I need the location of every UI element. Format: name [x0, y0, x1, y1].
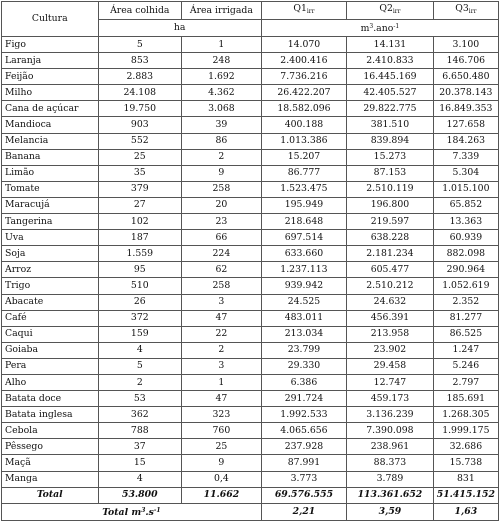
cell-area-irrigada: 1.692 [182, 69, 262, 85]
cell-q2: 87.153 [347, 165, 434, 181]
cell-area-colhida: 5 [98, 37, 182, 53]
cell-cultura: Batata inglesa [2, 407, 99, 423]
cell-q2: 42.405.527 [347, 85, 434, 101]
cell-q2: 605.477 [347, 262, 434, 278]
table-row [2, 471, 499, 487]
total-label: Total [2, 487, 99, 503]
cell-area-irrigada: 66 [182, 230, 262, 246]
table-row [2, 181, 499, 197]
table-row [2, 165, 499, 181]
cell-q3: 185.691 [433, 391, 498, 407]
cell-area-irrigada: 25 [182, 439, 262, 455]
cell-area-colhida: 53 [98, 391, 182, 407]
cell-area-colhida: 362 [98, 407, 182, 423]
header-area-irrigada: Área irrigada [182, 2, 262, 20]
table-row [2, 37, 499, 53]
cell-q2: 219.597 [347, 214, 434, 230]
cell-cultura: Alho [2, 374, 99, 390]
cell-q1: 6.386 [261, 374, 346, 390]
cell-area-colhida: 24.108 [98, 85, 182, 101]
cell-cultura: Mandioca [2, 117, 99, 133]
header-q1-sub: irr [306, 8, 315, 15]
cell-area-colhida: 19.750 [98, 101, 182, 117]
cell-area-irrigada: 9 [182, 165, 262, 181]
cell-q2: 2.181.234 [347, 246, 434, 262]
table-row [2, 246, 499, 262]
crop-irrigation-table [1, 1, 499, 521]
cell-area-irrigada: 224 [182, 246, 262, 262]
cell-q2: 29.822.775 [347, 101, 434, 117]
cell-q2: 459.173 [347, 391, 434, 407]
cell-area-irrigada: 22 [182, 326, 262, 342]
cell-area-colhida: 510 [98, 278, 182, 294]
cell-area-colhida: 25 [98, 149, 182, 165]
cell-area-irrigada: 9 [182, 455, 262, 471]
cell-q1: 697.514 [261, 230, 346, 246]
cell-area-colhida: 853 [98, 53, 182, 69]
cell-q3: 13.363 [433, 214, 498, 230]
table-row [2, 69, 499, 85]
cell-q1: 26.422.207 [261, 85, 346, 101]
cell-area-irrigada: 248 [182, 53, 262, 69]
cell-area-colhida: 37 [98, 439, 182, 455]
cell-area-irrigada: 47 [182, 310, 262, 326]
cell-cultura: Café [2, 310, 99, 326]
cell-q2: 7.390.098 [347, 423, 434, 439]
cell-area-colhida: 15 [98, 455, 182, 471]
cell-area-colhida: 95 [98, 262, 182, 278]
cell-area-irrigada: 1 [182, 37, 262, 53]
cell-area-colhida: 552 [98, 133, 182, 149]
cell-q3: 15.738 [433, 455, 498, 471]
cell-area-irrigada: 3 [182, 294, 262, 310]
cell-q3: 146.706 [433, 53, 498, 69]
cell-q1: 3.773 [261, 471, 346, 487]
cell-area-colhida: 2 [98, 374, 182, 390]
cell-q3: 882.098 [433, 246, 498, 262]
table-row [2, 214, 499, 230]
cell-q1: 483.011 [261, 310, 346, 326]
cell-q3: 81.277 [433, 310, 498, 326]
table-row [2, 407, 499, 423]
cell-q3: 60.939 [433, 230, 498, 246]
cell-q2: 196.800 [347, 197, 434, 213]
cell-area-irrigada: 62 [182, 262, 262, 278]
cell-q3: 6.650.480 [433, 69, 498, 85]
table-row [2, 342, 499, 358]
table-row [2, 230, 499, 246]
cell-cultura: Pera [2, 358, 99, 374]
cell-cultura: Trigo [2, 278, 99, 294]
total-q1: 69.576.555 [261, 487, 346, 503]
cell-q1: 18.582.096 [261, 101, 346, 117]
cell-q3: 86.525 [433, 326, 498, 342]
cell-area-irrigada: 258 [182, 181, 262, 197]
total-colhida: 53.800 [98, 487, 182, 503]
cell-cultura: Cebola [2, 423, 99, 439]
cell-cultura: Pêssego [2, 439, 99, 455]
cell-q1: 1.013.386 [261, 133, 346, 149]
cell-q3: 3.100 [433, 37, 498, 53]
cell-area-colhida: 788 [98, 423, 182, 439]
cell-q1: 1.523.475 [261, 181, 346, 197]
table-row [2, 310, 499, 326]
table-row [2, 294, 499, 310]
cell-q1: 2.400.416 [261, 53, 346, 69]
table-row [2, 101, 499, 117]
cell-area-irrigada: 0,4 [182, 471, 262, 487]
table-row [2, 439, 499, 455]
cell-q3: 65.852 [433, 197, 498, 213]
total-m3s-row [2, 503, 499, 520]
header-row [2, 2, 499, 20]
cell-q2: 16.445.169 [347, 69, 434, 85]
cell-cultura: Goiaba [2, 342, 99, 358]
header-q1 [261, 2, 346, 20]
cell-area-irrigada: 3 [182, 358, 262, 374]
cell-area-irrigada: 39 [182, 117, 262, 133]
cell-q2: 24.632 [347, 294, 434, 310]
table-row [2, 133, 499, 149]
cell-q2: 839.894 [347, 133, 434, 149]
cell-area-irrigada: 47 [182, 391, 262, 407]
cell-q3: 20.378.143 [433, 85, 498, 101]
cell-cultura: Tangerina [2, 214, 99, 230]
cell-q3: 127.658 [433, 117, 498, 133]
header-q3 [433, 2, 498, 20]
cell-q2: 2.510.119 [347, 181, 434, 197]
cell-q1: 87.991 [261, 455, 346, 471]
total-m3s-label: Total $m^3.s^{-1}$ [2, 503, 262, 520]
cell-cultura: Figo [2, 37, 99, 53]
total-m3s-q2: 3,59 [347, 503, 434, 520]
cell-area-colhida: 5 [98, 358, 182, 374]
cell-cultura: Feijão [2, 69, 99, 85]
cell-q3: 1.052.619 [433, 278, 498, 294]
cell-area-colhida: 27 [98, 197, 182, 213]
cell-cultura: Batata doce [2, 391, 99, 407]
cell-q2: 14.131 [347, 37, 434, 53]
cell-area-irrigada: 2 [182, 342, 262, 358]
cell-area-irrigada: 323 [182, 407, 262, 423]
total-q3: 51.415.152 [433, 487, 498, 503]
cell-q3: 1.015.100 [433, 181, 498, 197]
cell-q3: 1.247 [433, 342, 498, 358]
table-row [2, 326, 499, 342]
cell-cultura: Maracujá [2, 197, 99, 213]
table-row [2, 53, 499, 69]
cell-area-colhida: 159 [98, 326, 182, 342]
cell-q1: 939.942 [261, 278, 346, 294]
cell-q1: 291.724 [261, 391, 346, 407]
table-row [2, 391, 499, 407]
header-area-colhida: Área colhida [98, 2, 182, 20]
unit-volume: $m^3.ano^{-1}$ [261, 20, 498, 37]
cell-area-colhida: 26 [98, 294, 182, 310]
cell-cultura: Maçã [2, 455, 99, 471]
total-m3s-q1: 2,21 [261, 503, 346, 520]
cell-q3: 1.999.175 [433, 423, 498, 439]
cell-q3: 1.268.305 [433, 407, 498, 423]
cell-area-colhida: 1.559 [98, 246, 182, 262]
cell-q1: 1.992.533 [261, 407, 346, 423]
cell-area-irrigada: 4.362 [182, 85, 262, 101]
total-q2: 113.361.652 [347, 487, 434, 503]
cell-q1: 14.070 [261, 37, 346, 53]
table-row [2, 85, 499, 101]
cell-q2: 456.391 [347, 310, 434, 326]
cell-q3: 16.849.353 [433, 101, 498, 117]
cell-q3: 32.686 [433, 439, 498, 455]
cell-q2: 238.961 [347, 439, 434, 455]
cell-q3: 831 [433, 471, 498, 487]
cell-area-colhida: 102 [98, 214, 182, 230]
table-row [2, 374, 499, 390]
table-row [2, 197, 499, 213]
cell-q1: 29.330 [261, 358, 346, 374]
table-container [1, 1, 499, 521]
cell-cultura: Abacate [2, 294, 99, 310]
cell-area-colhida: 372 [98, 310, 182, 326]
header-q1-label: Q1 [293, 3, 307, 14]
cell-cultura: Melancia [2, 133, 99, 149]
cell-area-irrigada: 3.068 [182, 101, 262, 117]
cell-cultura: Soja [2, 246, 99, 262]
cell-q2: 213.958 [347, 326, 434, 342]
cell-q2: 15.273 [347, 149, 434, 165]
cell-q3: 5.246 [433, 358, 498, 374]
cell-q2: 638.228 [347, 230, 434, 246]
table-body [2, 37, 499, 488]
cell-q1: 213.034 [261, 326, 346, 342]
cell-q1: 1.237.113 [261, 262, 346, 278]
cell-area-irrigada: 1 [182, 374, 262, 390]
cell-area-irrigada: 86 [182, 133, 262, 149]
cell-cultura: Limão [2, 165, 99, 181]
cell-q3: 2.797 [433, 374, 498, 390]
table-row [2, 262, 499, 278]
cell-cultura: Laranja [2, 53, 99, 69]
cell-q3: 290.964 [433, 262, 498, 278]
cell-area-irrigada: 760 [182, 423, 262, 439]
cell-q1: 7.736.216 [261, 69, 346, 85]
header-q2-label: Q2 [379, 3, 393, 14]
table-row [2, 149, 499, 165]
cell-area-irrigada: 258 [182, 278, 262, 294]
cell-q2: 381.510 [347, 117, 434, 133]
cell-q2: 3.789 [347, 471, 434, 487]
cell-q2: 29.458 [347, 358, 434, 374]
cell-q1: 218.648 [261, 214, 346, 230]
cell-q2: 2.410.833 [347, 53, 434, 69]
cell-cultura: Cana de açúcar [2, 101, 99, 117]
cell-q3: 7.339 [433, 149, 498, 165]
cell-q1: 24.525 [261, 294, 346, 310]
cell-q3: 2.352 [433, 294, 498, 310]
cell-area-colhida: 379 [98, 181, 182, 197]
cell-area-colhida: 903 [98, 117, 182, 133]
cell-q1: 4.065.656 [261, 423, 346, 439]
total-row [2, 487, 499, 503]
cell-q1: 400.188 [261, 117, 346, 133]
cell-q2: 3.136.239 [347, 407, 434, 423]
table-row [2, 117, 499, 133]
total-m3s-q3: 1,63 [433, 503, 498, 520]
cell-area-irrigada: 20 [182, 197, 262, 213]
cell-area-colhida: 35 [98, 165, 182, 181]
cell-q2: 2.510.212 [347, 278, 434, 294]
table-row [2, 278, 499, 294]
cell-area-irrigada: 23 [182, 214, 262, 230]
cell-q2: 88.373 [347, 455, 434, 471]
cell-q1: 23.799 [261, 342, 346, 358]
header-cultura: Cultura [2, 2, 99, 37]
cell-cultura: Caqui [2, 326, 99, 342]
cell-area-irrigada: 2 [182, 149, 262, 165]
header-q3-sub: irr [468, 8, 477, 15]
header-q2-sub: irr [392, 8, 401, 15]
cell-area-colhida: 2.883 [98, 69, 182, 85]
cell-cultura: Arroz [2, 262, 99, 278]
cell-cultura: Manga [2, 471, 99, 487]
table-row [2, 455, 499, 471]
cell-area-colhida: 4 [98, 342, 182, 358]
cell-q1: 195.949 [261, 197, 346, 213]
cell-q1: 237.928 [261, 439, 346, 455]
cell-area-colhida: 4 [98, 471, 182, 487]
cell-cultura: Tomate [2, 181, 99, 197]
cell-q2: 12.747 [347, 374, 434, 390]
cell-cultura: Uva [2, 230, 99, 246]
table-row [2, 423, 499, 439]
cell-cultura: Banana [2, 149, 99, 165]
cell-q3: 184.263 [433, 133, 498, 149]
header-q2 [347, 2, 434, 20]
table-row [2, 358, 499, 374]
cell-q1: 633.660 [261, 246, 346, 262]
cell-q2: 23.902 [347, 342, 434, 358]
cell-q1: 15.207 [261, 149, 346, 165]
cell-q3: 5.304 [433, 165, 498, 181]
header-q3-label: Q3 [455, 3, 469, 14]
cell-area-colhida: 187 [98, 230, 182, 246]
total-irrigada: 11.662 [182, 487, 262, 503]
cell-cultura: Milho [2, 85, 99, 101]
unit-area: ha [98, 20, 261, 37]
cell-q1: 86.777 [261, 165, 346, 181]
